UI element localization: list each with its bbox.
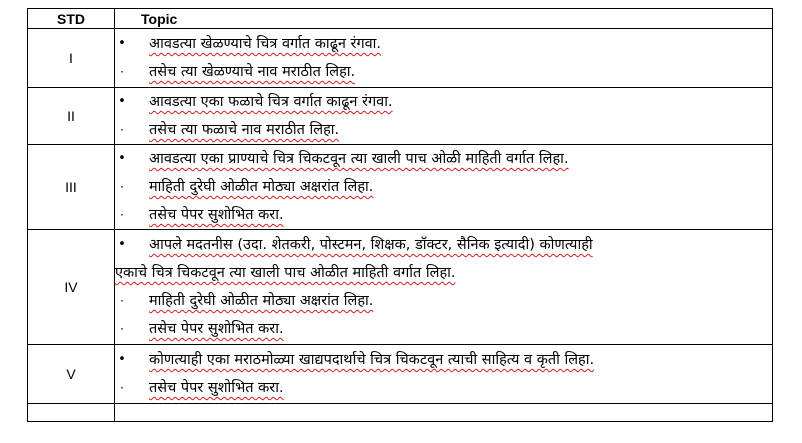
bullet-icon: •	[118, 352, 126, 367]
topic-text: तसेच त्या फळाचे नाव मराठीत लिहा.	[149, 122, 340, 138]
topic-line	[115, 116, 772, 144]
bullet-icon: •	[118, 94, 126, 109]
topic-line	[115, 374, 772, 402]
topic-column-header: Topic	[115, 9, 773, 29]
topic-text: एकाचे चित्र चिकटवून त्या खाली पाच ओळीत माहिती वर्गात लिहा.	[115, 265, 456, 281]
std-column-header: STD	[28, 9, 115, 29]
topic-line	[115, 30, 772, 58]
topic-line	[115, 145, 772, 173]
topic-line	[115, 231, 772, 259]
topic-text: तसेच पेपर सुशोभित करा.	[149, 380, 284, 396]
bullet-icon: ·	[120, 123, 124, 137]
header-row	[28, 9, 773, 29]
topic-line	[115, 173, 772, 201]
std-cell: IV	[28, 230, 115, 345]
topics-table	[27, 8, 773, 422]
table-row	[28, 29, 773, 88]
bullet-icon: ·	[120, 381, 124, 395]
topic-text: आवडत्या एका प्राण्याचे चित्र चिकटवून त्या खाली पाच ओळी माहिती वर्गात लिहा.	[149, 151, 569, 167]
table-row	[28, 88, 773, 145]
table-row	[28, 345, 773, 404]
std-cell: III	[28, 145, 115, 230]
table-row	[28, 230, 773, 345]
bullet-icon: ·	[120, 294, 124, 308]
std-cell: II	[28, 88, 115, 145]
topic-text: तसेच त्या खेळण्याचे नाव मराठीत लिहा.	[149, 64, 356, 80]
topic-text: तसेच पेपर सुशोभित करा.	[149, 321, 284, 337]
topic-line	[115, 201, 772, 229]
topic-cell	[115, 145, 773, 230]
topic-text: तसेच पेपर सुशोभित करा.	[149, 207, 284, 223]
topic-line	[115, 287, 772, 315]
topic-text: माहिती दुरेघी ओळीत मोठ्या अक्षरांत लिहा.	[149, 293, 374, 309]
topic-line	[115, 259, 772, 287]
std-cell: I	[28, 29, 115, 88]
topic-line	[115, 88, 772, 116]
empty-cell	[28, 404, 115, 422]
bullet-icon: ·	[120, 322, 124, 336]
topic-text: आवडत्या खेळण्याचे चित्र वर्गात काढून रंगवा.	[149, 36, 382, 52]
topic-line	[115, 346, 772, 374]
topic-cell	[115, 88, 773, 145]
bullet-icon: ·	[120, 208, 124, 222]
bullet-icon: ·	[120, 65, 124, 79]
topic-text: माहिती दुरेघी ओळीत मोठ्या अक्षरांत लिहा.	[149, 179, 374, 195]
bullet-icon: •	[118, 151, 126, 166]
topic-line	[115, 315, 772, 343]
topic-cell	[115, 345, 773, 404]
table-row	[28, 145, 773, 230]
topic-cell	[115, 29, 773, 88]
bullet-icon: •	[118, 36, 126, 51]
empty-row	[28, 404, 773, 422]
bullet-icon: •	[118, 237, 126, 252]
topic-line	[115, 58, 772, 86]
topic-cell	[115, 230, 773, 345]
topic-text: आवडत्या एका फळाचे चित्र वर्गात काढून रंगवा.	[149, 94, 393, 110]
std-cell: V	[28, 345, 115, 404]
bullet-icon: ·	[120, 180, 124, 194]
topic-text: कोणत्याही एका मराठमोळ्या खाद्यपदार्थाचे चित्र चिकटवून त्याची साहित्य व कृती लिहा.	[149, 352, 595, 368]
empty-cell	[115, 404, 773, 422]
topic-text: आपले मदतनीस (उदा. शेतकरी, पोस्टमन, शिक्षक, डॉक्टर, सैनिक इत्यादी) कोणत्याही	[149, 237, 593, 253]
